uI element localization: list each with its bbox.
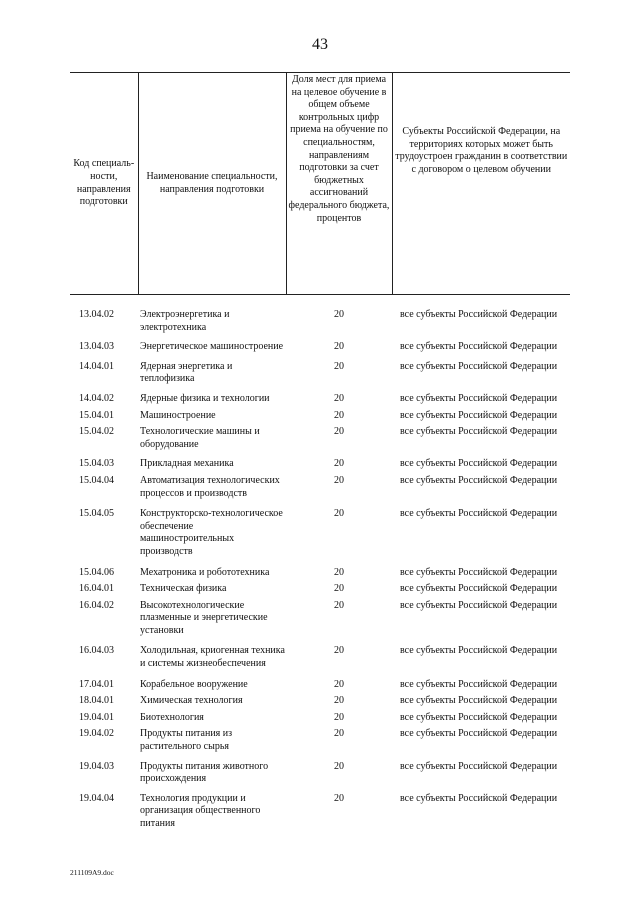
row-share: 20	[334, 599, 344, 611]
row-code: 14.04.01	[79, 360, 114, 372]
row-code: 15.04.02	[79, 426, 114, 438]
row-name: Ядерная энергетика и теплофизика	[140, 360, 233, 385]
table-header	[70, 73, 570, 295]
table-row	[70, 645, 570, 678]
table-row	[70, 567, 570, 584]
row-code: 15.04.05	[79, 508, 114, 520]
row-share: 20	[334, 458, 344, 470]
row-name: Технология продукции и организация общественного питания	[140, 792, 261, 829]
row-subjects: все субъекты Российской Федерации	[400, 426, 558, 438]
table-row	[70, 583, 570, 600]
row-share: 20	[334, 409, 344, 421]
table-row	[70, 426, 570, 458]
row-subjects: все субъекты Российской Федерации	[400, 360, 558, 372]
table-row	[70, 508, 570, 566]
row-share: 20	[334, 760, 344, 772]
row-share: 20	[334, 566, 344, 578]
table-row	[70, 761, 570, 793]
row-name: Мехатроника и робототехника	[140, 566, 270, 578]
row-code: 16.04.02	[79, 599, 114, 611]
table-row	[70, 793, 570, 839]
row-subjects: все субъекты Российской Федерации	[400, 508, 558, 520]
row-share: 20	[334, 583, 344, 595]
header-row	[70, 73, 570, 295]
row-code: 15.04.01	[79, 409, 114, 421]
table-row	[70, 393, 570, 410]
row-subjects: все субъекты Российской Федерации	[400, 711, 558, 723]
page-number: 43	[312, 36, 328, 53]
header-code: Код специаль-ности, направления подготовки	[70, 73, 138, 295]
row-share: 20	[334, 360, 344, 372]
row-code: 15.04.04	[79, 474, 114, 486]
row-share: 20	[334, 309, 344, 320]
header-name: Наименование специальности, направления подготовки	[138, 73, 286, 295]
row-name: Автоматизация технологических процессов и производств	[140, 474, 280, 499]
row-code: 16.04.01	[79, 583, 114, 595]
header-subjects: Субъекты Российской Федерации, на территориях которых может быть трудоустроен гражданин в соответствии с договором о целевом обучении	[392, 73, 570, 295]
row-share: 20	[334, 792, 344, 804]
row-share: 20	[334, 678, 344, 690]
row-name: Прикладная механика	[140, 458, 234, 470]
row-subjects: все субъекты Российской Федерации	[400, 792, 558, 804]
row-name: Электроэнергетика и электротехника	[140, 309, 230, 333]
row-name: Конструкторско-технологическое обеспечение машиностроительных производств	[140, 508, 283, 557]
row-name: Технологические машины и оборудование	[140, 426, 260, 450]
row-subjects: все субъекты Российской Федерации	[400, 566, 558, 578]
row-name: Высокотехнологические плазменные и энергетические установки	[140, 599, 268, 636]
table-row	[70, 361, 570, 393]
row-name: Холодильная, криогенная техника и системы жизнеобеспечения	[140, 645, 285, 670]
row-code: 17.04.01	[79, 678, 114, 690]
row-name: Корабельное вооружение	[140, 678, 248, 690]
row-code: 19.04.04	[79, 792, 114, 804]
footer-filename: 211109A9.doc	[70, 868, 114, 877]
row-code: 16.04.03	[79, 645, 114, 657]
row-subjects: все субъекты Российской Федерации	[400, 599, 558, 611]
row-code: 19.04.02	[79, 728, 114, 740]
row-subjects: все субъекты Российской Федерации	[400, 409, 558, 421]
row-code: 14.04.02	[79, 392, 114, 404]
row-subjects: все субъекты Российской Федерации	[400, 728, 558, 740]
row-code: 19.04.01	[79, 711, 114, 723]
table-row	[70, 712, 570, 729]
header-share: Доля мест для приема на целевое обучение в общем объеме контрольных цифр приема на обучение по специальностям, направлениям подготовки за счет бюджетных ассигнований федерального бюджета, процентов	[286, 73, 392, 295]
row-code: 18.04.01	[79, 695, 114, 707]
row-subjects: все субъекты Российской Федерации	[400, 458, 558, 470]
row-share: 20	[334, 728, 344, 740]
table-row	[70, 458, 570, 475]
row-name: Ядерные физика и технологии	[140, 392, 270, 404]
row-name: Энергетическое машиностроение	[140, 341, 284, 353]
row-share: 20	[334, 508, 344, 520]
row-name: Продукты питания из растительного сырья	[140, 728, 233, 753]
row-share: 20	[334, 695, 344, 707]
row-name: Продукты питания животного происхождения	[140, 760, 269, 785]
row-subjects: все субъекты Российской Федерации	[400, 695, 558, 707]
row-share: 20	[334, 645, 344, 657]
row-subjects: все субъекты Российской Федерации	[400, 583, 558, 595]
row-code: 13.04.02	[79, 309, 114, 320]
row-subjects: все субъекты Российской Федерации	[400, 309, 558, 320]
table-row	[70, 679, 570, 696]
table-row	[70, 341, 570, 361]
table-row	[70, 475, 570, 508]
row-share: 20	[334, 474, 344, 486]
row-code: 15.04.03	[79, 458, 114, 470]
row-subjects: все субъекты Российской Федерации	[400, 341, 558, 353]
table-row	[70, 695, 570, 712]
row-subjects: все субъекты Российской Федерации	[400, 474, 558, 486]
row-subjects: все субъекты Российской Федерации	[400, 678, 558, 690]
row-share: 20	[334, 341, 344, 353]
target-training-table	[70, 72, 570, 839]
row-code: 13.04.03	[79, 341, 114, 353]
table-body	[70, 295, 570, 839]
row-name: Химическая технология	[140, 695, 243, 707]
row-subjects: все субъекты Российской Федерации	[400, 760, 558, 772]
row-name: Машиностроение	[140, 409, 216, 421]
row-name: Техническая физика	[140, 583, 227, 595]
row-subjects: все субъекты Российской Федерации	[400, 392, 558, 404]
row-subjects: все субъекты Российской Федерации	[400, 645, 558, 657]
table-row	[70, 600, 570, 646]
row-code: 15.04.06	[79, 566, 114, 578]
row-share: 20	[334, 392, 344, 404]
row-share: 20	[334, 711, 344, 723]
table-row	[70, 295, 570, 342]
table-row	[70, 728, 570, 760]
table-row	[70, 410, 570, 427]
row-code: 19.04.03	[79, 760, 114, 772]
row-share: 20	[334, 426, 344, 438]
row-name: Биотехнология	[140, 711, 204, 723]
